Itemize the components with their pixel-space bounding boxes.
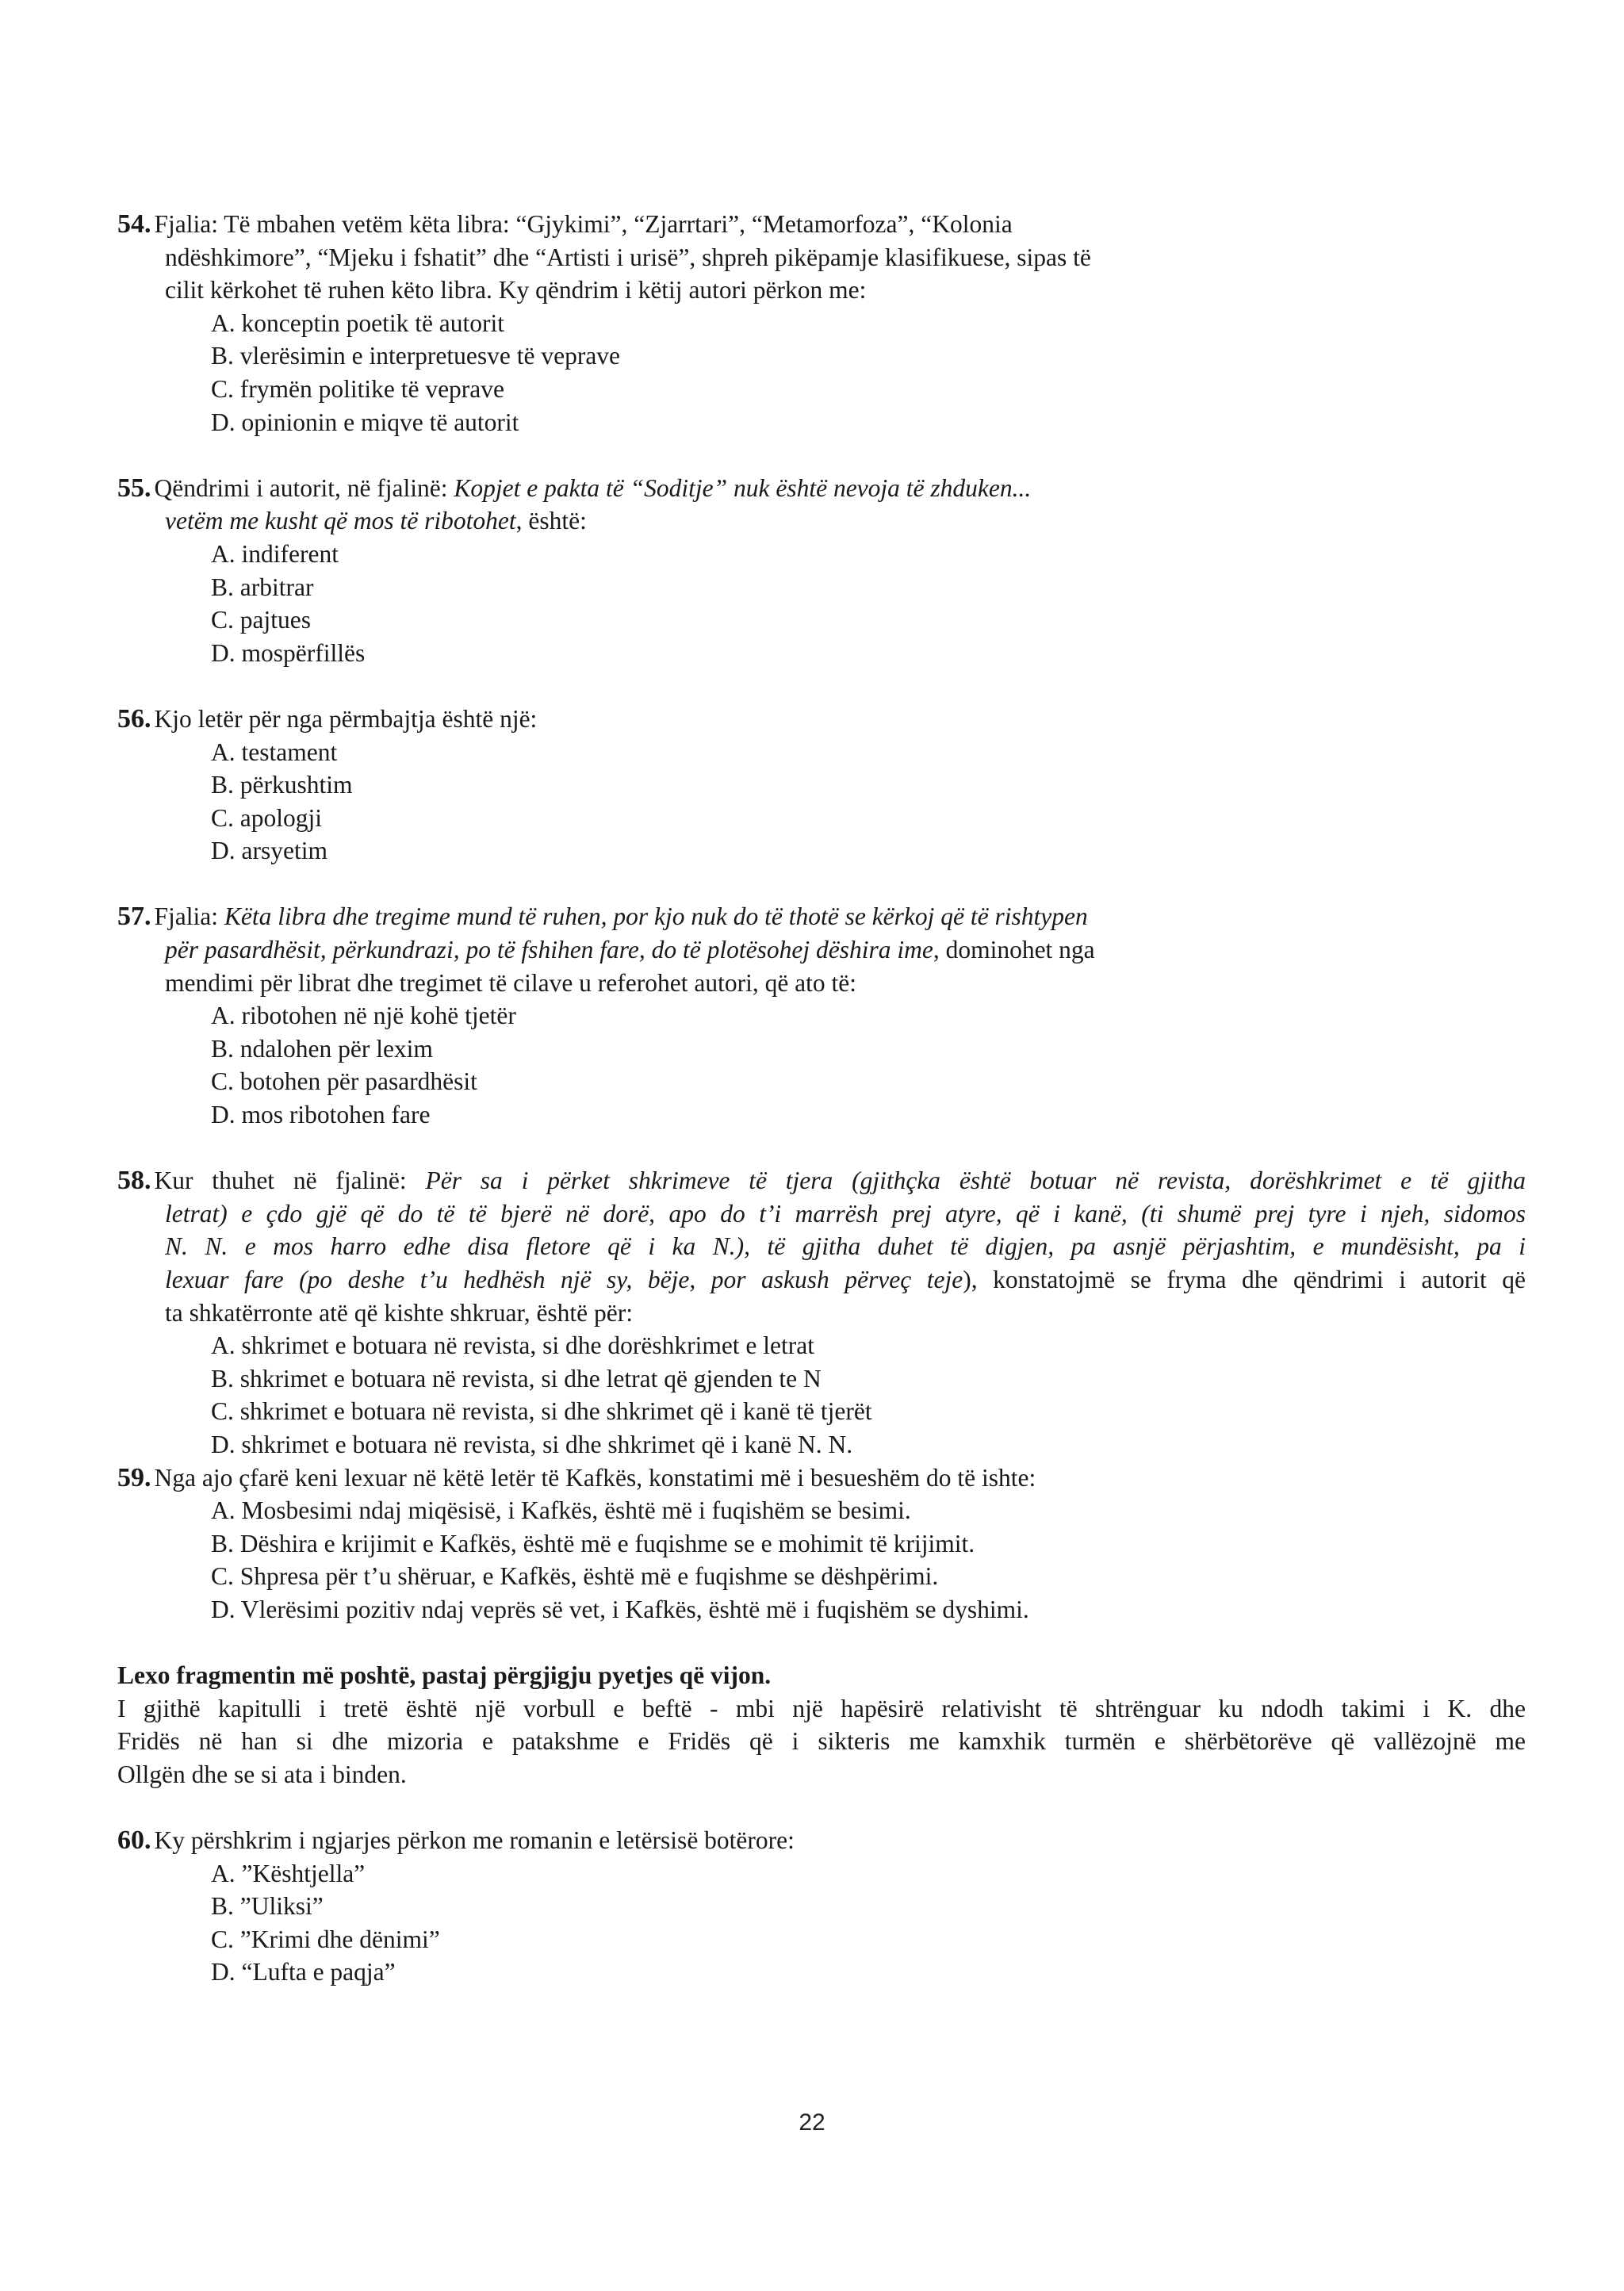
quoted-sentence: Kopjet e pakta të “Soditje” nuk është nevoja të zhduken... bbox=[454, 473, 1032, 502]
option-b: B. vlerësimin e interpretuesve të veprave bbox=[211, 342, 621, 370]
question-number: 57. bbox=[117, 902, 151, 932]
fragment-line: Fridës në han si dhe mizoria e patakshme e Fridës që i sikteris me kamxhik turmën e shërbëtorëve që vallëzojnë me bbox=[117, 1727, 1526, 1756]
fragment-line: Ollgën dhe se si ata i binden. bbox=[117, 1760, 407, 1788]
question-number: 56. bbox=[117, 703, 151, 734]
option-a: A. shkrimet e botuara në revista, si dhe dorëshkrimet e letrat bbox=[211, 1331, 814, 1360]
question-number: 55. bbox=[117, 473, 151, 503]
question-59 bbox=[117, 1462, 1526, 1626]
question-text: Kur thuhet në fjalinë: bbox=[154, 1167, 426, 1195]
question-text: Nga ajo çfarë keni lexuar në këtë letër të Kafkës, konstatimi më i besueshëm do të ishte: bbox=[154, 1463, 1036, 1492]
page-number: 22 bbox=[799, 2109, 825, 2136]
option-a: A. Mosbesimi ndaj miqësisë, i Kafkës, është më i fuqishëm se besimi. bbox=[211, 1496, 911, 1525]
option-d: D. arsyetim bbox=[211, 837, 327, 865]
option-b: B. përkushtim bbox=[211, 771, 353, 799]
option-a: A. ”Kështjella” bbox=[211, 1859, 366, 1887]
option-d: D. mospërfillës bbox=[211, 638, 366, 667]
question-text: mendimi për librat dhe tregimet të cilave u referohet autori, që ato të: bbox=[165, 968, 857, 997]
option-c: C. botohen për pasardhësit bbox=[211, 1067, 477, 1096]
option-d: D. shkrimet e botuara në revista, si dhe shkrimet që i kanë N. N. bbox=[211, 1430, 853, 1458]
option-b: B. arbitrar bbox=[211, 573, 314, 601]
option-b: B. ”Uliksi” bbox=[211, 1892, 324, 1921]
fragment-heading: Lexo fragmentin më poshtë, pastaj përgjigju pyetjes që vijon. bbox=[117, 1661, 772, 1690]
question-text: , dominohet nga bbox=[933, 936, 1095, 964]
quoted-sentence: letrat) e çdo gjë që do të të bjerë në dorë, apo do t’i marrësh prej atyre, që i kanë, (ti shumë prej tyre i njeh, sidomos bbox=[165, 1199, 1526, 1228]
option-b: B. Dëshira e krijimit e Kafkës, është më e fuqishme se e mohimit të krijimit. bbox=[211, 1529, 975, 1557]
question-number: 60. bbox=[117, 1826, 151, 1856]
question-text: ), konstatojmë se fryma dhe qëndrimi i autorit që bbox=[963, 1266, 1526, 1293]
question-58 bbox=[117, 1164, 1526, 1461]
option-c: C. ”Krimi dhe dënimi” bbox=[211, 1925, 440, 1953]
quoted-sentence: lexuar fare (po deshe t’u hedhësh një sy, bëje, por askush përveç teje bbox=[165, 1266, 963, 1293]
option-d: D. Vlerësimi pozitiv ndaj veprës së vet, i Kafkës, është më i fuqishëm se dyshimi. bbox=[211, 1595, 1029, 1623]
reading-fragment bbox=[117, 1659, 1526, 1791]
question-text: Fjalia: bbox=[154, 902, 224, 931]
fragment-paragraph bbox=[117, 1692, 1526, 1791]
question-text: ta shkatërronte atë që kishte shkruar, është për: bbox=[165, 1298, 634, 1327]
question-number: 59. bbox=[117, 1462, 151, 1492]
option-a: A. testament bbox=[211, 737, 338, 766]
exam-page bbox=[117, 208, 1526, 1989]
option-d: D. opinionin e miqve të autorit bbox=[211, 408, 519, 436]
quoted-sentence: për pasardhësit, përkundrazi, po të fshihen fare, do të plotësohej dëshira ime bbox=[165, 936, 933, 964]
fragment-line: I gjithë kapitulli i tretë është një vorbull e beftë - mbi një hapësirë relativisht të shtrënguar ku ndodh takimi i K. dhe bbox=[117, 1694, 1526, 1722]
option-c: C. shkrimet e botuara në revista, si dhe shkrimet që i kanë të tjerët bbox=[211, 1397, 872, 1426]
option-d: D. “Lufta e paqja” bbox=[211, 1958, 396, 1986]
option-a: A. indiferent bbox=[211, 539, 339, 568]
question-text: Ky përshkrim i ngjarjes përkon me romanin e letërsisë botërore: bbox=[154, 1826, 795, 1855]
option-d: D. mos ribotohen fare bbox=[211, 1101, 431, 1129]
option-c: C. frymën politike të veprave bbox=[211, 374, 505, 403]
question-text: Fjalia: Të mbahen vetëm këta libra: “Gjykimi”, “Zjarrtari”, “Metamorfoza”, “Kolonia bbox=[154, 210, 1013, 238]
question-56 bbox=[117, 703, 1526, 868]
option-a: A. konceptin poetik të autorit bbox=[211, 308, 505, 337]
option-b: B. shkrimet e botuara në revista, si dhe letrat që gjenden te N bbox=[211, 1364, 822, 1393]
question-text: ndëshkimore”, “Mjeku i fshatit” dhe “Artisti i urisë”, shpreh pikëpamje klasifikuese, sipas të bbox=[165, 243, 1091, 271]
option-c: C. pajtues bbox=[211, 606, 311, 634]
question-60 bbox=[117, 1824, 1526, 1989]
quoted-sentence: Për sa i përket shkrimeve të tjera (gjithçka është botuar në revista, dorëshkrimet e të gjitha bbox=[425, 1167, 1526, 1195]
quoted-sentence: N. N. e mos harro edhe disa fletore që i ka N.), të gjitha duhet të digjen, pa asnjë përjashtim, e mundësisht, pa i bbox=[165, 1232, 1526, 1261]
question-text: cilit kërkohet të ruhen këto libra. Ky qëndrim i këtij autori përkon me: bbox=[165, 276, 867, 305]
option-c: C. apologji bbox=[211, 803, 322, 832]
question-number: 58. bbox=[117, 1166, 151, 1196]
option-b: B. ndalohen për lexim bbox=[211, 1034, 433, 1063]
question-57 bbox=[117, 900, 1526, 1131]
quoted-sentence: Këta libra dhe tregime mund të ruhen, por kjo nuk do të thotë se kërkoj që të rishtypen bbox=[224, 902, 1088, 931]
option-c: C. Shpresa për t’u shëruar, e Kafkës, është më e fuqishme se dëshpërimi. bbox=[211, 1562, 939, 1591]
question-text: Kjo letër për nga përmbajtja është një: bbox=[154, 704, 538, 733]
question-text: , është: bbox=[515, 507, 587, 535]
question-text: Qëndrimi i autorit, në fjalinë: bbox=[154, 473, 454, 502]
option-a: A. ribotohen në një kohë tjetër bbox=[211, 1002, 516, 1030]
question-55 bbox=[117, 472, 1526, 670]
quoted-sentence: vetëm me kusht që mos të ribotohet bbox=[165, 507, 516, 535]
question-number: 54. bbox=[117, 209, 151, 239]
question-54 bbox=[117, 208, 1526, 439]
